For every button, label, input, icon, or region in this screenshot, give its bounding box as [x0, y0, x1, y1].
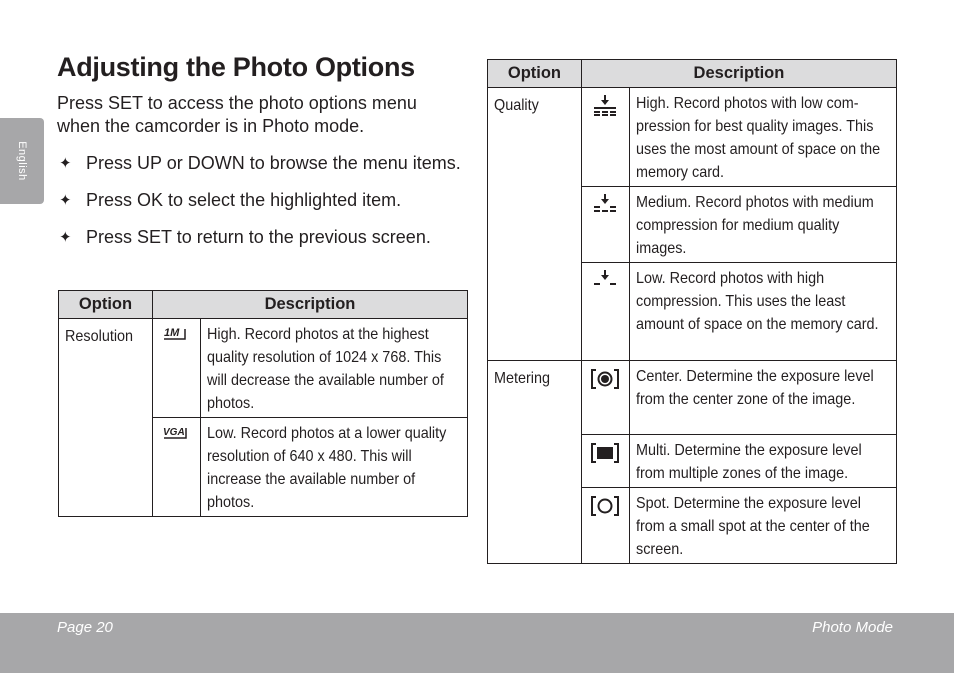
page-number: Page 20 [57, 619, 113, 636]
svg-text:1M: 1M [164, 327, 180, 339]
option-header: Option [488, 60, 582, 88]
table-header-row [59, 291, 468, 319]
page-title: Adjusting the Photo Options [57, 52, 415, 82]
list-item [57, 189, 467, 212]
description-text: Low. Record photos at a lower quality resolution of 640 x 480. This will increase the available number of photos. [206, 425, 447, 511]
description-cell [629, 88, 896, 187]
list-item [57, 152, 467, 175]
quality-low-icon [581, 263, 629, 361]
four-point-star-icon: ✦ [59, 192, 72, 209]
list-item [57, 226, 467, 249]
description-text: Medium. Record photos with medium compression for medium quality images. [635, 194, 874, 257]
quality-metering-table [487, 59, 897, 564]
quality-high-icon [581, 88, 629, 187]
description-header: Description [152, 291, 467, 319]
description-text: Center. Determine the exposure level from the center zone of the image. [635, 368, 874, 408]
resolution-table [58, 290, 468, 517]
list-item-text: Press UP or DOWN to browse the menu items. [86, 153, 461, 173]
language-tab-label: English [16, 141, 28, 181]
list-item-text: Press OK to select the highlighted item. [86, 190, 402, 210]
description-text: Multi. Determine the exposure level from multiple zones of the image. [635, 442, 862, 482]
description-cell [200, 319, 467, 418]
description-text: High. Record photos at the highest quality resolution of 1024 x 768. This will decrease the available number of photos. [206, 326, 444, 412]
description-cell [629, 263, 896, 361]
resolution-vga-icon [152, 418, 200, 517]
option-label: Metering [494, 370, 551, 387]
description-cell [629, 488, 896, 564]
svg-text:VGA: VGA [163, 427, 186, 438]
description-text: Low. Record photos with high compression. This uses the least amount of space on the memory card. [635, 270, 879, 333]
table-header-row [488, 60, 897, 88]
description-text: High. Record photos with low com-pression for best quality images. This uses the most amount of space on the memory card. [635, 95, 880, 181]
option-label: Resolution [65, 328, 134, 345]
instruction-list [57, 152, 467, 263]
resolution-1m-icon [152, 319, 200, 418]
option-cell [488, 361, 582, 564]
metering-multi-icon [581, 435, 629, 488]
description-cell [200, 418, 467, 517]
option-header: Option [59, 291, 153, 319]
section-name: Photo Mode [812, 619, 893, 636]
option-cell [488, 88, 582, 361]
description-header: Description [581, 60, 896, 88]
description-text: Spot. Determine the exposure level from a small spot at the center of the screen. [635, 495, 870, 558]
description-cell [629, 361, 896, 435]
option-cell [59, 319, 153, 517]
four-point-star-icon: ✦ [59, 155, 72, 172]
description-cell [629, 187, 896, 263]
metering-center-icon [581, 361, 629, 435]
language-tab [0, 118, 44, 204]
intro-text: Press SET to access the photo options menu when the camcorder is in Photo mode. [57, 93, 417, 136]
table-row [488, 361, 897, 435]
description-cell [629, 435, 896, 488]
page-footer [0, 613, 954, 673]
metering-spot-icon [581, 488, 629, 564]
option-label: Quality [494, 97, 539, 114]
four-point-star-icon: ✦ [59, 229, 72, 246]
table-row [59, 319, 468, 418]
list-item-text: Press SET to return to the previous screen. [86, 227, 431, 247]
table-row [488, 88, 897, 187]
quality-medium-icon [581, 187, 629, 263]
